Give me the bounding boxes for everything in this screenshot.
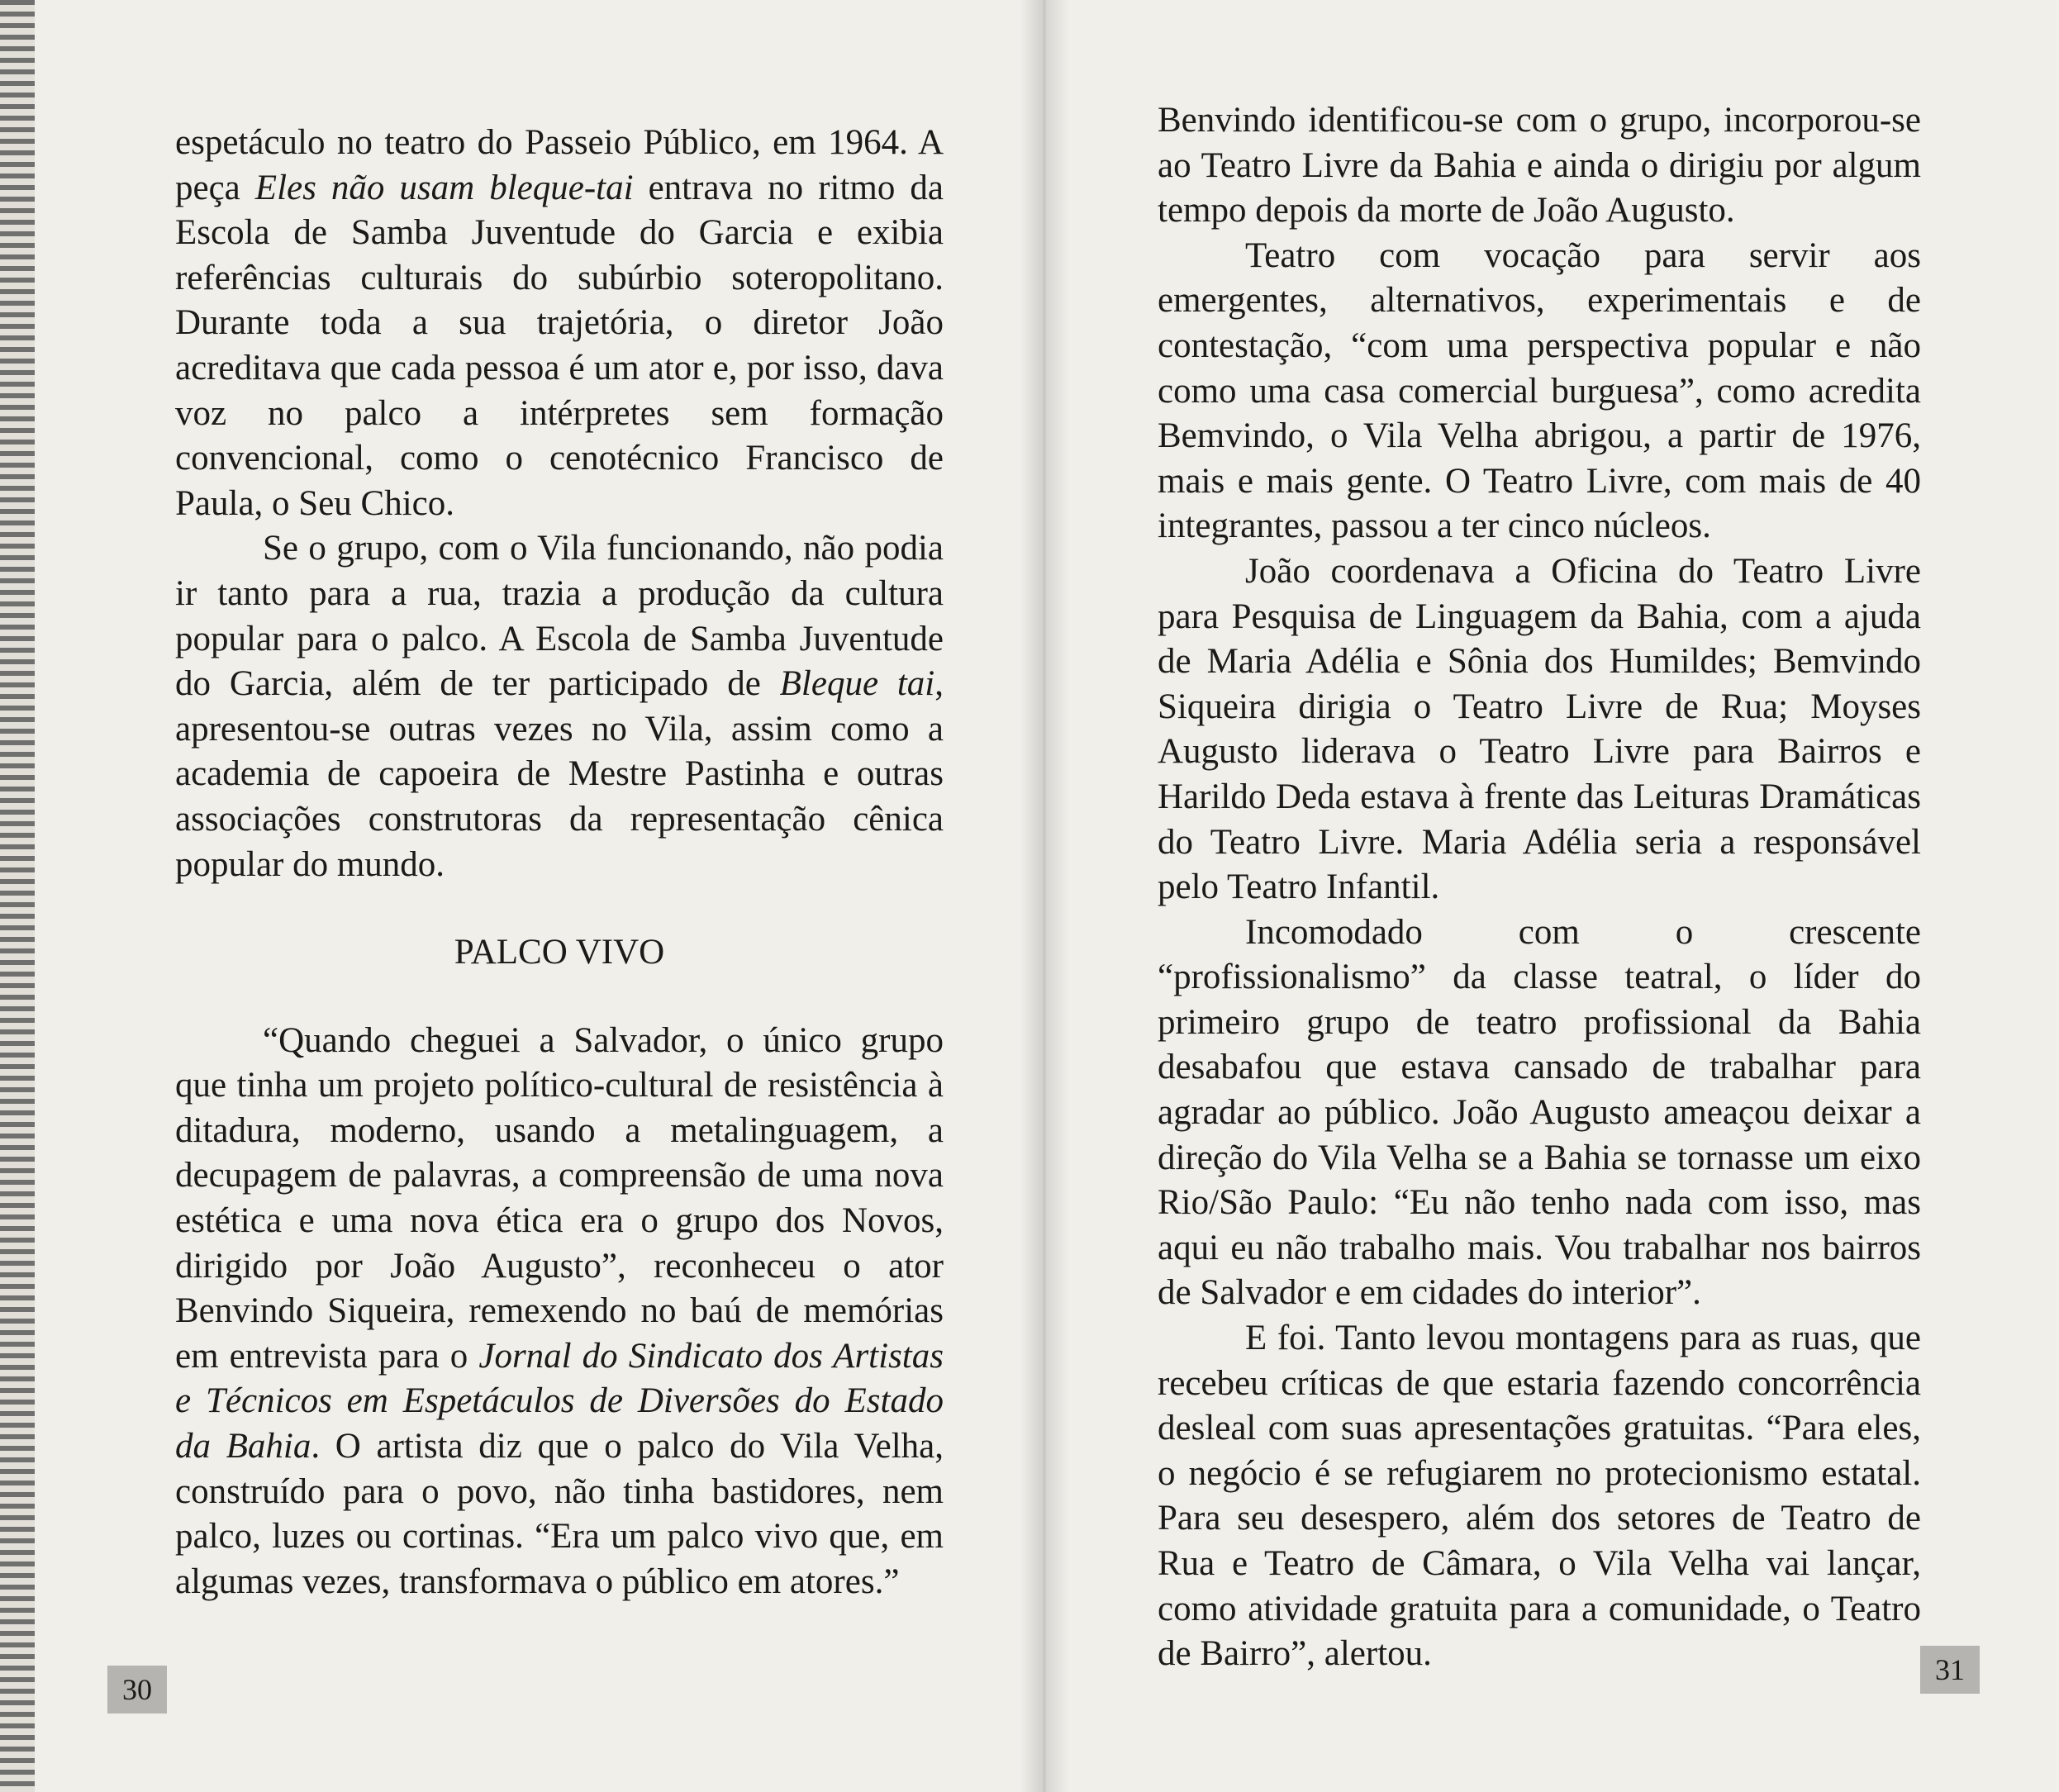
section-heading — [175, 930, 944, 976]
text-run: . O artista diz que o palco do Vila Velha, construído para o povo, não tinha bastidores, nem palco, luzes ou cortinas. “Era um palco vivo que, em algumas vezes, transformava o público em atores.” — [175, 1427, 944, 1601]
body-paragraph — [1158, 98, 1921, 234]
text-run: João coordenava a Oficina do Teatro Livre para Pesquisa de Linguagem da Bahia, com a ajuda de Maria Adélia e Sônia dos Humildes; Bemvindo Siqueira dirigia o Teatro Livre de Rua; Moyses Augusto liderava o Teatro Livre para Bairros e Harildo Deda estava à frente das Leituras Dramáticas do Teatro Livre. Maria Adélia seria a responsável pelo Teatro Infantil. — [1158, 551, 1921, 907]
italic-title: Jornal do Sindicato dos Artistas e Técnicos em Espetáculos de Diversões do Estado da Bahia — [175, 1336, 944, 1466]
right-text-column — [1158, 98, 1921, 1677]
text-run: Teatro com vocação para servir aos emergentes, alternativos, experimentais e de contestação, “com uma perspectiva popular e não como uma casa comercial burguesa”, como acredita Bemvindo, o Vila Velha abrigou, a partir de 1976, mais e mais gente. O Teatro Livre, com mais de 40 integrantes, passou a ter cinco núcleos. — [1158, 235, 1921, 546]
right-page — [1044, 0, 2059, 1792]
text-run: Incomodado com o crescente “profissionalismo” da classe teatral, o líder do primeiro grupo de teatro profissional da Bahia desabafou que estava cansado de trabalhar para agradar ao público. João Augusto ameaçou deixar a direção do Vila Velha se a Bahia se tornasse um eixo Rio/São Paulo: “Eu não tenho nada com isso, mas aqui eu não trabalho mais. Vou trabalhar nos bairros de Salvador e em cidades do interior”. — [1158, 912, 1921, 1313]
body-paragraph — [175, 121, 944, 526]
left-text-column — [175, 121, 944, 1604]
body-paragraph — [1158, 910, 1921, 1316]
text-run: espetáculo no teatro do Passeio Público, em 1964. A peça — [175, 123, 944, 207]
body-paragraph — [1158, 549, 1921, 910]
text-run: Se o grupo, com o Vila funcionando, não podia ir tanto para a rua, trazia a produção da cultura popular para o palco. A Escola de Samba Juventude do Garcia, além de ter participado de — [175, 529, 944, 704]
italic-title: Eles não usam bleque-tai — [254, 168, 634, 207]
text-run: , apresentou-se outras vezes no Vila, assim como a academia de capoeira de Mestre Pastinha e outras associações construtoras da representação cênica popular do mundo. — [175, 664, 944, 884]
page-number-left: 30 — [107, 1666, 167, 1714]
body-paragraph — [1158, 1316, 1921, 1677]
body-paragraph — [1158, 234, 1921, 549]
body-paragraph — [175, 1019, 944, 1605]
page-edge-strip — [0, 0, 35, 1792]
book-spine-shadow — [1020, 0, 1069, 1792]
page-number-right: 31 — [1920, 1646, 1980, 1694]
body-paragraph — [175, 526, 944, 887]
text-run: E foi. Tanto levou montagens para as ruas, que recebeu críticas de que estaria fazendo concorrência desleal com suas apresentações gratuitas. “Para eles, o negócio é se refugiarem no protecionismo estatal. Para seu desespero, além dos setores de Teatro de Rua e Teatro de Câmara, o Vila Velha vai lançar, como atividade gratuita para a comunidade, o Teatro de Bairro”, alertou. — [1158, 1319, 1921, 1674]
text-run: “Quando cheguei a Salvador, o único grupo que tinha um projeto político-cultural de resistência à ditadura, moderno, usando a metalinguagem, a decupagem de palavras, a compreensão de uma nova estética e uma nova ética era o grupo dos Novos, dirigido por João Augusto”, reconheceu o ator Benvindo Siqueira, remexendo no baú de memórias em entrevista para o — [175, 1020, 944, 1376]
text-run: Benvindo identificou-se com o grupo, incorporou-se ao Teatro Livre da Bahia e ainda o dirigiu por algum tempo depois da morte de João Augusto. — [1158, 101, 1921, 231]
text-run: PALCO VIVO — [454, 933, 665, 972]
italic-title: Bleque tai — [779, 664, 935, 704]
text-run: entrava no ritmo da Escola de Samba Juventude do Garcia e exibia referências culturais do subúrbio soteropolitano. Durante toda a sua trajetória, o diretor João acreditava que cada pessoa é um ator e, por isso, dava voz no palco a intérpretes sem formação convencional, como o cenotécnico Francisco de Paula, o Seu Chico. — [175, 168, 944, 523]
